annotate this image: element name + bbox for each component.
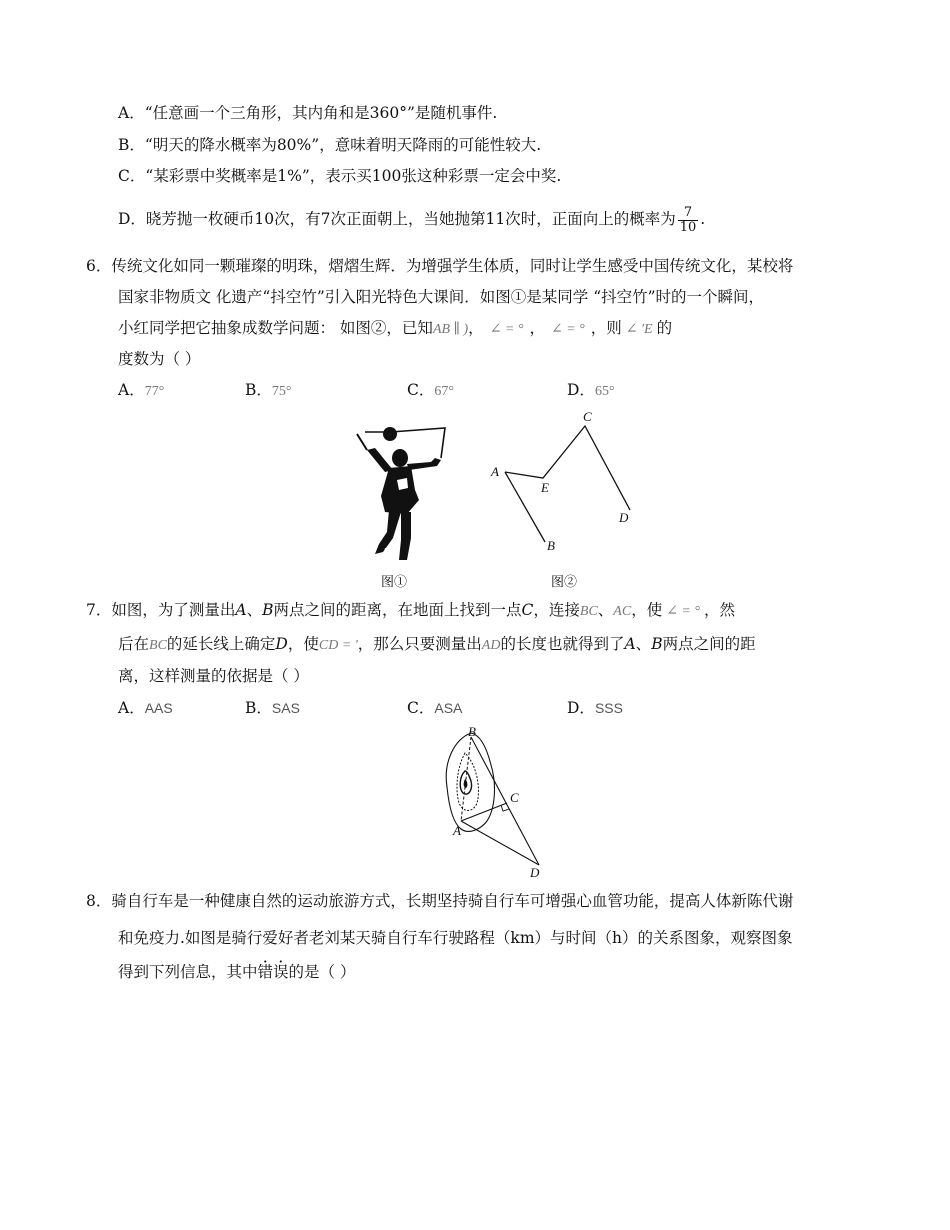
q7-l1-b: 、: [246, 601, 263, 619]
q7-option-b: [245, 698, 300, 718]
figure-q7-pond: [435, 725, 565, 880]
left-leg: [375, 510, 401, 554]
option-value: SSS: [594, 700, 623, 716]
head: [392, 449, 408, 467]
q6-line-3-d: ，则: [590, 319, 622, 337]
q7-l2-c: ，使: [287, 635, 319, 653]
scarf-gap: [397, 478, 408, 490]
q7-l2-b: 的延长线上确定: [166, 635, 276, 653]
q6-line-4: 度数为（ ）: [118, 350, 201, 368]
figure-2-geometry: [485, 408, 645, 558]
q6-math-angle-2: ∠ = °: [550, 322, 585, 337]
q8-line-1: 8．骑自行车是一种健康自然的运动旅游方式，长期坚持骑自行车可增强心血管功能，提高人体新陈代谢: [86, 892, 794, 910]
q6-line-3: [118, 318, 672, 340]
emphasis-char-2: 误: [273, 963, 289, 981]
q7-l2-point-d: D: [275, 635, 288, 653]
q7-math-cd: CD = ': [318, 638, 358, 653]
q7-l2-e: 的长度也就得到了: [500, 635, 625, 653]
option-label: B．: [245, 381, 272, 399]
path-a-e-c-d: [505, 426, 630, 510]
right-arm: [407, 458, 441, 470]
q7-l1-point-b: B: [262, 601, 274, 619]
segment-ac: [461, 803, 507, 821]
figure-2-caption: 图②: [551, 575, 578, 590]
segment-ab-dashed: [461, 737, 471, 821]
q7-l2-f: 、: [635, 635, 652, 653]
figure-1-caption: 图①: [381, 575, 408, 590]
label-b: B: [468, 725, 476, 739]
figure-1-diabolo-player: [345, 420, 465, 565]
q7-math-angle: ∠ = °: [666, 604, 700, 619]
label-a: A: [491, 464, 499, 479]
q7-line-1: [86, 600, 735, 622]
label-d: D: [530, 865, 540, 880]
q7-l1-e: 、: [597, 601, 614, 619]
q7-math-ad: AD: [481, 638, 501, 653]
q6-line-2: 国家非物质文 化遗产“抖空竹”引入阳光特色大课间．如图①是某同学 “抖空竹”时的一个瞬间，: [118, 288, 765, 306]
q6-option-b: [245, 380, 292, 402]
q6-option-d: [567, 380, 615, 402]
q8-line-3: [118, 962, 355, 982]
q7-l1-a: 7．如图，为了测量出: [86, 601, 236, 619]
q5-option-d-fraction: [678, 206, 699, 235]
q8-l3-a: 得到下列信息，其中: [118, 963, 258, 981]
segment-ab: [505, 472, 545, 542]
option-value: 77°: [144, 384, 165, 399]
option-label: D．: [567, 699, 595, 717]
q7-l2-a: 后在: [118, 635, 150, 653]
emphasis-char-1: 错: [257, 963, 274, 981]
q6-option-a: [118, 380, 164, 402]
option-value: ASA: [434, 700, 463, 716]
q7-math-bc-2: BC: [149, 638, 167, 653]
fraction-numerator: 7: [678, 206, 699, 221]
q7-l2-point-a: A: [624, 635, 636, 653]
label-a: A: [453, 823, 461, 838]
q6-line-3-a: 小红同学把它抽象成数学问题： 如图②，已知: [118, 319, 433, 337]
q7-l1-g: ，然: [703, 601, 735, 619]
q6-line-3-e: 的: [656, 319, 673, 337]
q5-option-b: B．“明天的降水概率为80%”，意味着明天降雨的可能性较大.: [118, 136, 542, 154]
q6-math-angle-3: ∠ 'E: [625, 322, 653, 337]
label-d: D: [619, 510, 629, 525]
q7-line-2: [118, 634, 756, 656]
q7-l2-point-b: B: [651, 635, 663, 653]
pond-outer-contour: [446, 733, 494, 831]
q7-l1-d: ，连接: [533, 601, 580, 619]
q5-option-a: A．“任意画一个三角形，其内角和是360°”是随机事件.: [118, 104, 498, 122]
option-value: 65°: [594, 384, 615, 399]
option-label: C．: [407, 699, 435, 717]
q6-math-parallel: AB ∥ ): [432, 322, 469, 337]
right-leg: [399, 512, 411, 560]
q5-option-d-text: D．晓芳抛一枚硬币10次，有7次正面朝上，当她抛第11次时，正面向上的概率为: [118, 210, 676, 228]
q7-l2-g: 两点之间的距: [662, 635, 756, 653]
option-value: 67°: [434, 384, 454, 399]
q5-option-c: C．“某彩票中奖概率是1%”，表示买100张这种彩票一定会中奖.: [118, 167, 562, 185]
q8-l3-b: 的是（ ）: [288, 963, 356, 981]
q7-math-ac: AC: [613, 604, 632, 619]
q7-l1-f: ，使: [631, 601, 663, 619]
q7-line-3: 离，这样测量的依据是（ ）: [118, 667, 309, 685]
q6-line-1: 6．传统文化如同一颗璀璨的明珠，熠熠生辉．为增强学生体质，同时让学生感受中国传统文化，某校将: [86, 257, 794, 275]
q7-l1-point-c: C: [521, 601, 534, 619]
label-c: C: [510, 790, 519, 805]
q6-option-c: [407, 380, 454, 402]
q6-math-angle-1: ∠ = °: [489, 322, 524, 337]
option-value: AAS: [144, 700, 173, 716]
q7-l1-point-a: A: [235, 601, 247, 619]
q6-line-3-b: ，: [468, 319, 484, 337]
q7-option-c: [407, 698, 462, 718]
q7-math-bc: BC: [579, 604, 598, 619]
q7-l1-c: 两点之间的距离，在地面上找到一点: [273, 601, 522, 619]
option-value: 75°: [271, 384, 292, 399]
label-c: C: [583, 409, 592, 424]
left-stick: [357, 434, 367, 450]
option-label: D．: [567, 381, 595, 399]
label-e: E: [541, 480, 549, 495]
diabolo: [383, 427, 397, 441]
fraction-denominator: 10: [679, 219, 697, 235]
q7-option-d: [567, 698, 623, 718]
torso: [381, 466, 419, 514]
option-label: B．: [245, 699, 272, 717]
option-label: C．: [407, 381, 435, 399]
q6-line-3-c: ，: [529, 319, 545, 337]
q5-option-d: [118, 204, 705, 235]
label-b: B: [547, 538, 555, 553]
q7-l2-d: ，那么只要测量出: [357, 635, 482, 653]
q7-option-a: [118, 698, 173, 718]
option-label: A．: [118, 699, 145, 717]
q8-line-2: 和免疫力.如图是骑行爱好者老刘某天骑自行车行驶路程（km）与时间（h）的关系图象，观察图象: [118, 929, 793, 947]
q5-option-d-end: .: [700, 210, 706, 228]
option-value: SAS: [271, 700, 300, 716]
option-label: A．: [118, 381, 145, 399]
